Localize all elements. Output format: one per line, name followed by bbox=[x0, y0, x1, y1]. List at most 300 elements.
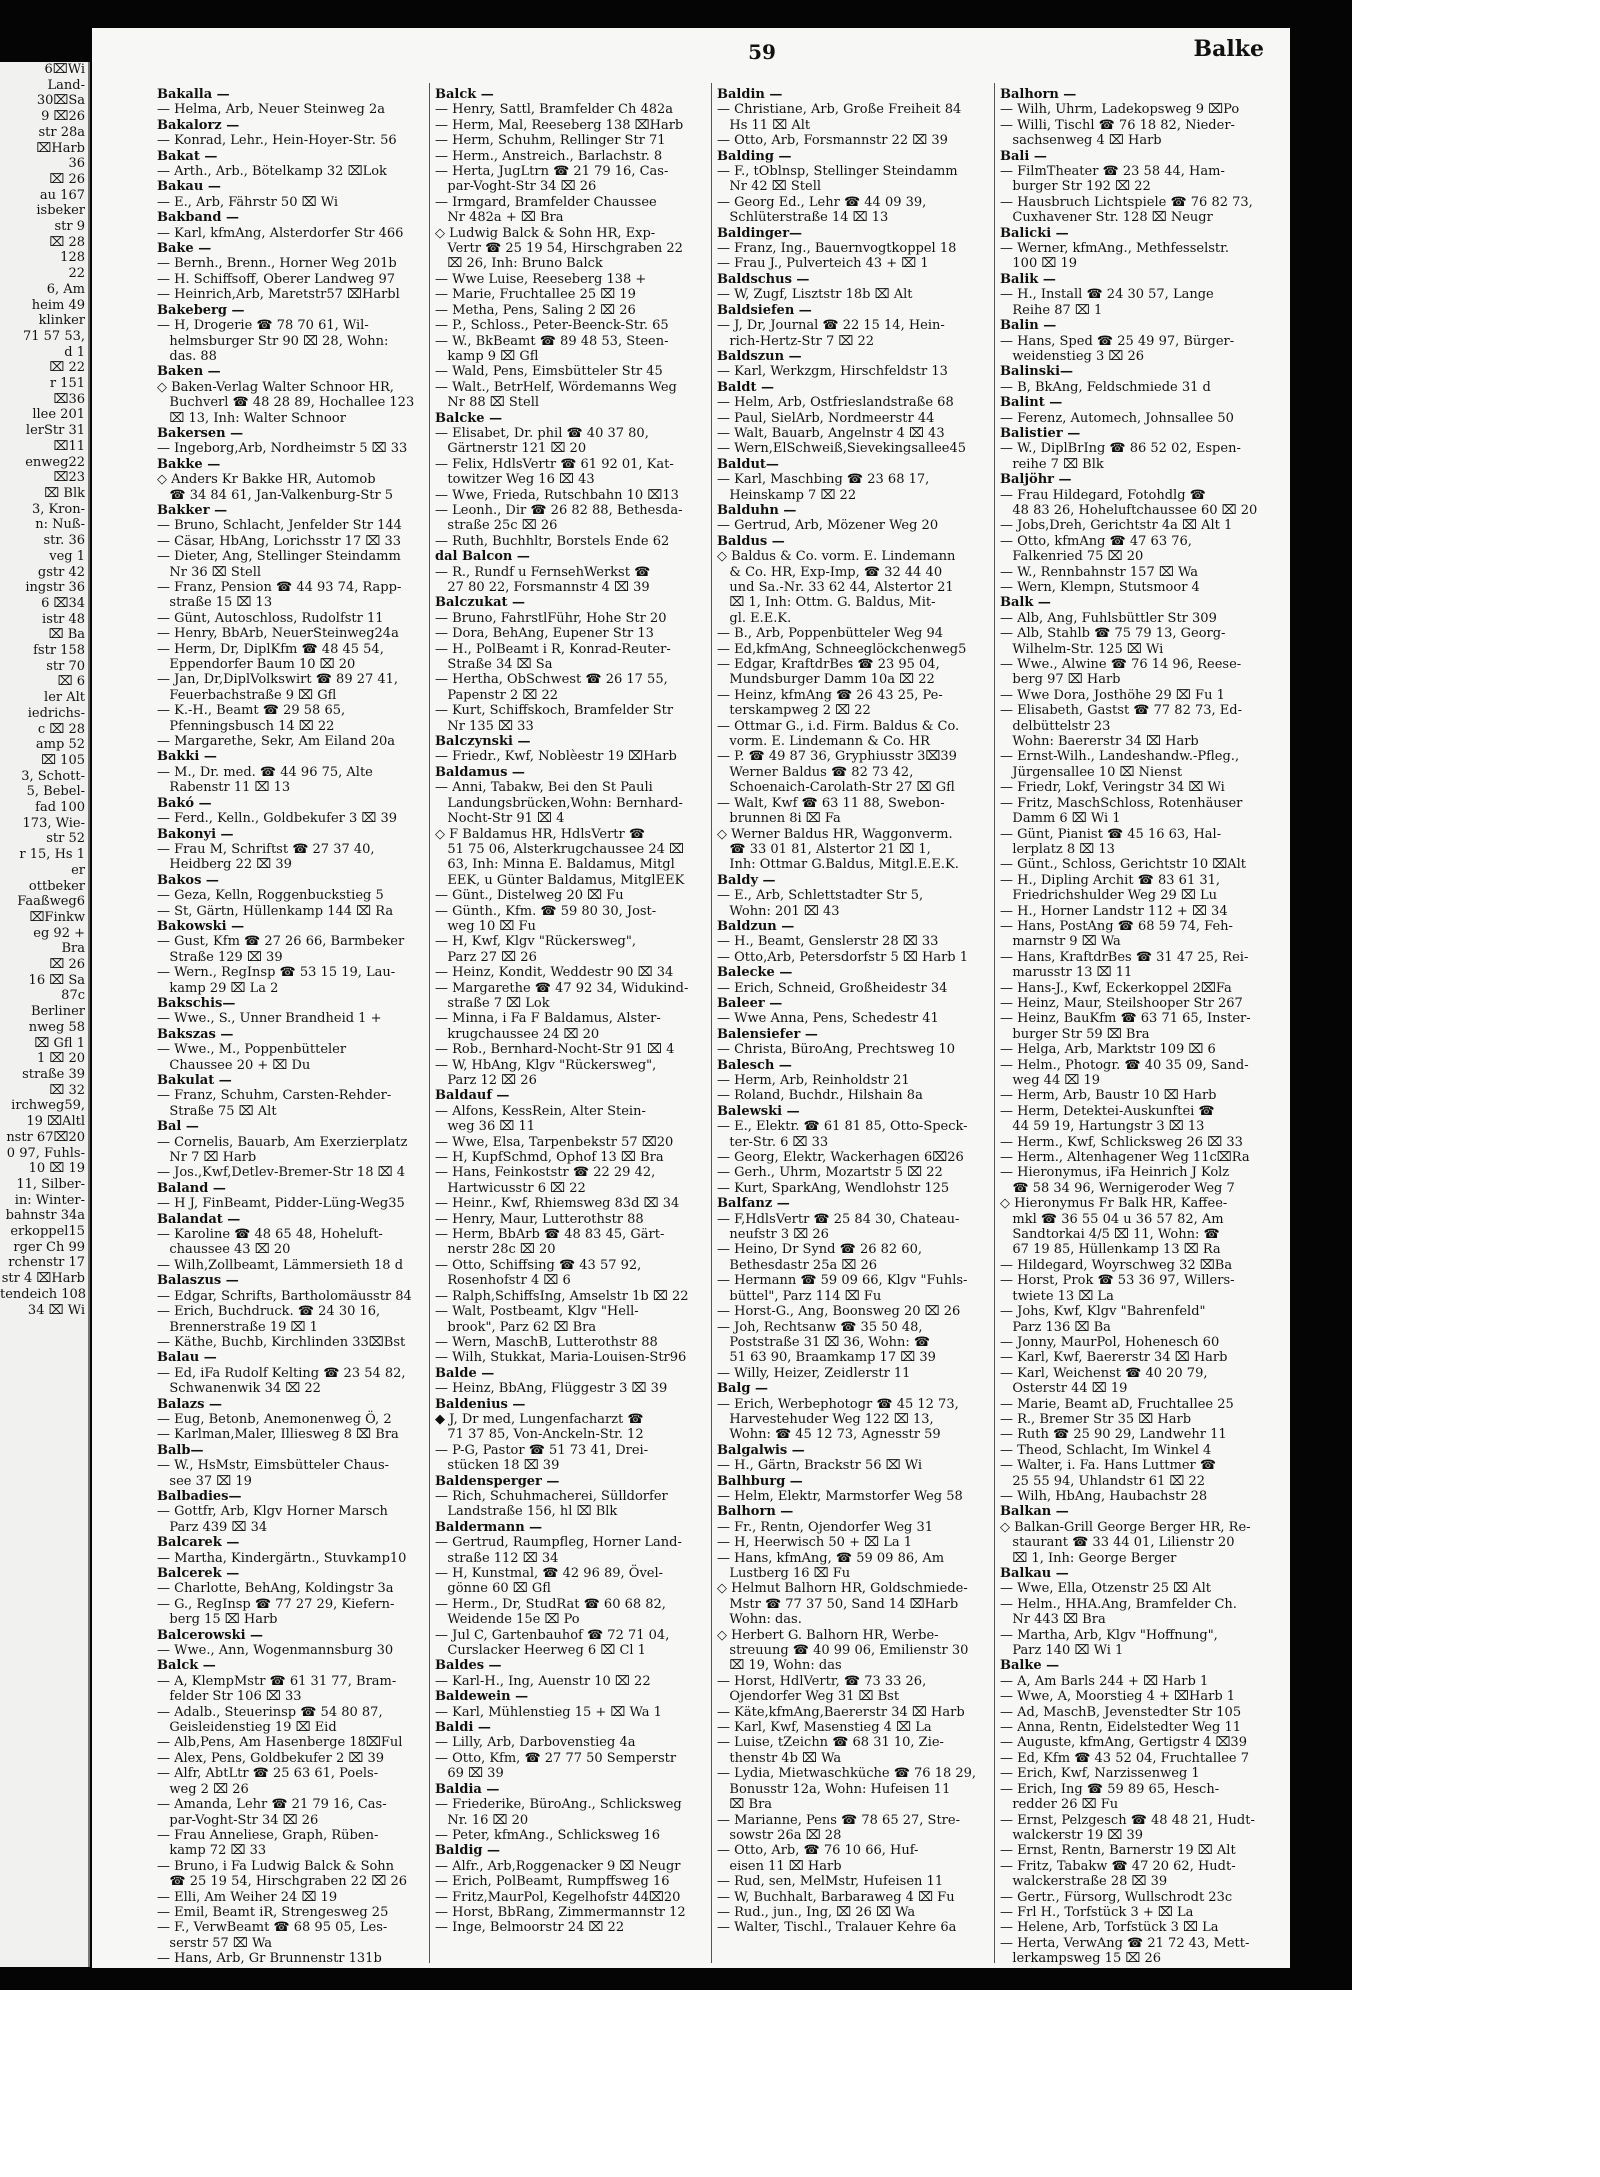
directory-entry: — Jobs,Dreh, Gerichtstr 4a ⌧ Alt 1 bbox=[1000, 518, 1233, 534]
directory-entry: — Fritz, Tabakw ☎ 47 20 62, Hudt- bbox=[1000, 1858, 1236, 1874]
directory-entry: — Cornelis, Bauarb, Am Exerzierplatz bbox=[157, 1134, 408, 1150]
directory-entry: — Herm, Detektei-Auskunftei ☎ bbox=[1000, 1103, 1215, 1119]
directory-entry: — H., PolBeamt i R, Konrad-Reuter- bbox=[435, 641, 671, 657]
directory-entry: ◇ Anders Kr Bakke HR, Automob bbox=[157, 472, 376, 488]
directory-entry: — Wilh,Zollbeamt, Lämmersieth 18 d bbox=[157, 1257, 404, 1273]
directory-entry: — R., Rundf u FernsehWerkst ☎ bbox=[435, 564, 651, 580]
surname-heading: Bakeberg — bbox=[157, 302, 245, 318]
directory-entry: 27 80 22, Forsmannstr 4 ⌧ 39 bbox=[435, 580, 650, 595]
surname-heading: Bakersen — bbox=[157, 425, 244, 441]
directory-entry: — Walt, Bauarb, Angelnstr 4 ⌧ 43 bbox=[717, 425, 945, 441]
directory-entry: — Cäsar, HbAng, Lorichsstr 17 ⌧ 33 bbox=[157, 533, 402, 549]
directory-entry: Wohn: das. bbox=[717, 1612, 802, 1628]
directory-entry: — Alb,Pens, Am Hasenberge 18⌧Ful bbox=[157, 1735, 403, 1751]
directory-entry: Landungsbrücken,Wohn: Bernhard- bbox=[435, 795, 683, 811]
left-page-fragment bbox=[0, 62, 90, 1967]
directory-entry: Rabenstr 11 ⌧ 13 bbox=[157, 780, 291, 796]
left-page-text: 5, Bebel- bbox=[26, 784, 85, 800]
directory-entry: — Joh, Rechtsanw ☎ 35 50 48, bbox=[717, 1319, 923, 1335]
directory-entry: kamp 9 ⌧ Gfl bbox=[435, 348, 539, 364]
directory-entry: — Dieter, Ang, Stellinger Steindamm bbox=[157, 549, 401, 565]
directory-entry: — Käthe, Buchb, Kirchlinden 33⌧Bst bbox=[157, 1334, 406, 1350]
surname-heading: Baldi — bbox=[435, 1720, 491, 1736]
directory-entry: — Otto,Arb, Petersdorfstr 5 ⌧ Harb 1 bbox=[717, 949, 969, 965]
surname-heading: Balensiefer — bbox=[717, 1026, 818, 1042]
directory-entry: Wilhelm-Str. 125 ⌧ Wi bbox=[1000, 641, 1164, 657]
left-page-text: 10 ⌧ 19 bbox=[28, 1161, 85, 1177]
directory-entry: — Lydia, Mietwaschküche ☎ 76 18 29, bbox=[717, 1766, 977, 1782]
directory-entry: — Frau Hildegard, Fotohdlg ☎ bbox=[1000, 487, 1206, 503]
directory-entry: — Marianne, Pens ☎ 78 65 27, Stre- bbox=[717, 1812, 960, 1828]
directory-entry: 69 ⌧ 39 bbox=[435, 1766, 504, 1782]
left-page-text: au 167 bbox=[39, 187, 85, 203]
directory-entry: — Hertha, ObSchwest ☎ 26 17 55, bbox=[435, 672, 668, 688]
directory-entry: straße 15 ⌧ 13 bbox=[157, 595, 273, 611]
directory-entry: — Christa, BüroAng, Prechtsweg 10 bbox=[717, 1042, 956, 1058]
directory-entry: — Minna, i Fa F Baldamus, Alster- bbox=[435, 1011, 661, 1027]
directory-entry: — Karoline ☎ 48 65 48, Hoheluft- bbox=[157, 1227, 383, 1243]
directory-entry: — Luise, tZeichn ☎ 68 31 10, Zie- bbox=[717, 1735, 944, 1751]
directory-entry: — Rob., Bernhard-Nocht-Str 91 ⌧ 4 bbox=[435, 1042, 675, 1058]
left-page-text: 36 bbox=[68, 156, 85, 172]
directory-entry: — W., BkBeamt ☎ 89 48 53, Steen- bbox=[435, 333, 669, 349]
directory-entry: — Herm, Mal, Reeseberg 138 ⌧Harb bbox=[435, 117, 684, 133]
directory-entry: ⌧ 19, Wohn: das bbox=[717, 1658, 842, 1674]
left-page-text: 22 bbox=[68, 266, 85, 282]
directory-entry: nerstr 28c ⌧ 20 bbox=[435, 1242, 556, 1258]
directory-entry: & Co. HR, Exp-Imp, ☎ 32 44 40 bbox=[717, 564, 943, 580]
directory-entry: — Frl H., Torfstück 3 + ⌧ La bbox=[1000, 1904, 1194, 1920]
directory-entry: brook", Parz 62 ⌧ Bra bbox=[435, 1319, 597, 1335]
left-page-text: 128 bbox=[60, 250, 85, 266]
directory-entry: — Arth., Arb., Bötelkamp 32 ⌧Lok bbox=[157, 164, 387, 180]
directory-entry: — Fritz, MaschSchloss, Rotenhäuser bbox=[1000, 795, 1243, 811]
directory-entry: — Karlman,Maler, Illiesweg 8 ⌧ Bra bbox=[157, 1427, 399, 1443]
surname-heading: Balcerowski — bbox=[157, 1627, 264, 1643]
directory-entry: — A, Am Barls 244 + ⌧ Harb 1 bbox=[1000, 1673, 1209, 1689]
left-page-text: c ⌧ 28 bbox=[37, 721, 85, 737]
left-page-text: ⌧ 26 bbox=[49, 171, 85, 187]
surname-heading: Bakos — bbox=[157, 872, 219, 888]
directory-entry: weidenstieg 3 ⌧ 26 bbox=[1000, 348, 1145, 364]
directory-entry: — Helm, Arb, Ostfrieslandstraße 68 bbox=[717, 395, 954, 411]
directory-entry: lerplatz 8 ⌧ 13 bbox=[1000, 841, 1115, 857]
left-page-text: amp 52 bbox=[35, 737, 85, 753]
left-page-text: 9 ⌧26 bbox=[41, 109, 85, 125]
directory-entry: staurant ☎ 33 44 01, Lilienstr 20 bbox=[1000, 1535, 1235, 1551]
directory-entry: — W., Rennbahnstr 157 ⌧ Wa bbox=[1000, 564, 1198, 580]
directory-entry: — Wilh, Uhrm, Ladekopsweg 9 ⌧Po bbox=[1000, 102, 1240, 118]
directory-entry: — W, HbAng, Klgv "Rückersweg", bbox=[435, 1057, 657, 1073]
directory-entry: ⌧ 1, Inh: Ottm. G. Baldus, Mit- bbox=[717, 595, 936, 611]
directory-entry: — Franz, Ing., Bauernvogtkoppel 18 bbox=[717, 241, 957, 257]
left-page-text: straße 39 bbox=[22, 1067, 85, 1082]
directory-entry: Gärtnerstr 121 ⌧ 20 bbox=[435, 441, 587, 457]
surname-heading: Baldia — bbox=[435, 1781, 500, 1797]
directory-entry: Wohn: 201 ⌧ 43 bbox=[717, 903, 840, 919]
directory-entry: — Wwe, Frieda, Rutschbahn 10 ⌧13 bbox=[435, 487, 679, 503]
directory-entry: — H., Install ☎ 24 30 57, Lange bbox=[1000, 287, 1214, 303]
left-page-text: heim 49 bbox=[31, 297, 85, 313]
directory-entry: — Wilh, HbAng, Haubachstr 28 bbox=[1000, 1488, 1208, 1504]
directory-entry: — Hans-J., Kwf, Eckerkoppel 2⌧Fa bbox=[1000, 980, 1232, 996]
directory-entry: Buchverl ☎ 48 28 89, Hochallee 123 bbox=[157, 395, 415, 411]
left-page-text: ⌧36 bbox=[53, 391, 85, 407]
directory-entry: — B, BkAng, Feldschmiede 31 d bbox=[1000, 379, 1211, 395]
directory-entry: — Alfr, AbtLtr ☎ 25 63 61, Poels- bbox=[157, 1766, 379, 1782]
directory-entry: — Wwe., S., Unner Brandheid 1 + bbox=[157, 1011, 382, 1027]
directory-entry: — P., Schloss., Peter-Beenck-Str. 65 bbox=[435, 318, 669, 334]
directory-entry: — Willi, Tischl ☎ 76 18 82, Nieder- bbox=[1000, 117, 1235, 133]
surname-heading: Balhorn — bbox=[717, 1504, 794, 1520]
directory-entry: — Wwe, Elsa, Tarpenbekstr 57 ⌧20 bbox=[435, 1134, 674, 1150]
directory-entry: — Hans, Arb, Gr Brunnenstr 131b bbox=[157, 1951, 382, 1967]
directory-entry: ◇ Ludwig Balck & Sohn HR, Exp- bbox=[435, 225, 656, 241]
directory-entry: burger Str 59 ⌧ Bra bbox=[1000, 1026, 1150, 1042]
directory-entry: — Fr., Rentn, Ojendorfer Weg 31 bbox=[717, 1519, 934, 1535]
directory-entry: — Alb, Ang, Fuhlsbüttler Str 309 bbox=[1000, 610, 1217, 626]
surname-heading: Balecke — bbox=[717, 965, 793, 981]
directory-entry: — Otto, Kfm, ☎ 27 77 50 Semperstr bbox=[435, 1750, 677, 1766]
directory-entry: Pfenningsbusch 14 ⌧ 22 bbox=[157, 718, 335, 734]
directory-entry: ter-Str. 6 ⌧ 33 bbox=[717, 1134, 829, 1150]
directory-entry: Jürgensallee 10 ⌧ Nienst bbox=[1000, 764, 1183, 780]
left-page-text: ingstr 36 bbox=[25, 580, 85, 596]
surname-heading: Balinski— bbox=[1000, 364, 1074, 380]
directory-entry: — Wwe Dora, Josthöhe 29 ⌧ Fu 1 bbox=[1000, 687, 1225, 703]
left-page-text: ⌧ 28 bbox=[49, 234, 85, 250]
directory-entry: Brennerstraße 19 ⌧ 1 bbox=[157, 1319, 318, 1335]
directory-entry: — Werner, kfmAng., Methfesselstr. bbox=[1000, 241, 1230, 257]
surname-heading: Bakau — bbox=[157, 179, 221, 195]
directory-entry: — Karl, Kwf, Masenstieg 4 ⌧ La bbox=[717, 1720, 932, 1736]
directory-entry: ◇ Helmut Balhorn HR, Goldschmiede- bbox=[717, 1581, 968, 1597]
directory-entry: Parz 439 ⌧ 34 bbox=[157, 1519, 268, 1535]
directory-entry: — Felix, HdlsVertr ☎ 61 92 01, Kat- bbox=[435, 456, 674, 472]
left-page-text: ⌧Harb bbox=[36, 140, 85, 156]
surname-heading: Bakalla — bbox=[157, 87, 230, 102]
directory-entry: — Franz, Pension ☎ 44 93 74, Rapp- bbox=[157, 580, 402, 595]
directory-entry: — Günt, Autoschloss, Rudolfstr 11 bbox=[157, 610, 384, 626]
left-page-text: istr 48 bbox=[42, 611, 85, 627]
directory-entry: — Frau M, Schriftst ☎ 27 37 40, bbox=[157, 841, 375, 857]
directory-entry: — Otto, Arb, Forsmannstr 22 ⌧ 39 bbox=[717, 133, 948, 149]
directory-entry: — Otto, Arb, ☎ 76 10 66, Huf- bbox=[717, 1843, 919, 1859]
left-page-text: 6 ⌧34 bbox=[41, 595, 85, 611]
directory-entry: weg 36 ⌧ 11 bbox=[435, 1119, 536, 1135]
directory-entry: — Günth., Kfm. ☎ 59 80 30, Jost- bbox=[435, 903, 657, 919]
directory-entry: weg 10 ⌧ Fu bbox=[435, 918, 536, 934]
left-page-text: 71 57 53, bbox=[22, 328, 85, 344]
directory-entry: — Fritz,MaurPol, Kegelhofstr 44⌧20 bbox=[435, 1889, 681, 1905]
directory-entry: Nr 482a + ⌧ Bra bbox=[435, 210, 564, 226]
left-page-text: r 15, Hs 1 bbox=[19, 847, 85, 863]
surname-heading: Baldut— bbox=[717, 456, 779, 472]
directory-entry: Curslacker Heerweg 6 ⌧ Cl 1 bbox=[435, 1643, 646, 1659]
directory-entry: — Alfr., Arb,Roggenacker 9 ⌧ Neugr bbox=[435, 1858, 681, 1874]
directory-entry: — W., DiplBrIng ☎ 86 52 02, Espen- bbox=[1000, 441, 1241, 457]
directory-entry: brunnen 8i ⌧ Fa bbox=[717, 811, 841, 827]
directory-entry: weg 44 ⌧ 19 bbox=[1000, 1073, 1101, 1088]
directory-entry: — J, Dr, Journal ☎ 22 15 14, Hein- bbox=[717, 318, 945, 334]
left-page-text: str 52 bbox=[46, 831, 85, 847]
directory-entry: walckerstraße 28 ⌧ 39 bbox=[1000, 1874, 1168, 1890]
left-page-text: 3, Schott- bbox=[21, 768, 85, 784]
directory-entry: marnstr 9 ⌧ Wa bbox=[1000, 934, 1121, 950]
directory-entry: Schwanenwik 34 ⌧ 22 bbox=[157, 1381, 321, 1397]
directory-entry: streuung ☎ 40 99 06, Emilienstr 30 bbox=[717, 1643, 969, 1659]
left-page-text: rchenstr 17 bbox=[8, 1255, 85, 1271]
left-page-text: eg 92 + bbox=[33, 925, 85, 941]
directory-entry: ⌧ 1, Inh: George Berger bbox=[1000, 1550, 1177, 1566]
directory-entry: — Gertrud, Arb, Mözener Weg 20 bbox=[717, 518, 939, 534]
left-page-text: nstr 67⌧20 bbox=[6, 1129, 85, 1145]
left-page-text: r 151 bbox=[49, 376, 85, 392]
surname-heading: Baldzun — bbox=[717, 918, 795, 934]
directory-entry: — Karl, kfmAng, Alsterdorfer Str 466 bbox=[157, 225, 404, 241]
directory-entry: marusstr 13 ⌧ 11 bbox=[1000, 965, 1133, 981]
directory-entry: par-Voght-Str 34 ⌧ 26 bbox=[157, 1812, 319, 1828]
directory-entry: — Rich, Schuhmacherei, Sülldorfer bbox=[435, 1488, 668, 1504]
directory-entry: 48 83 26, Hoheluftchaussee 60 ⌧ 20 bbox=[1000, 502, 1258, 518]
directory-entry: stücken 18 ⌧ 39 bbox=[435, 1458, 560, 1474]
directory-entry: Geisleidenstieg 19 ⌧ Eid bbox=[157, 1720, 337, 1736]
directory-entry: sowstr 26a ⌧ 28 bbox=[717, 1827, 842, 1843]
directory-entry: — Margarethe, Sekr, Am Eiland 20a bbox=[157, 734, 395, 750]
surname-heading: Balg — bbox=[717, 1381, 768, 1397]
surname-heading: Balgalwis — bbox=[717, 1442, 805, 1458]
directory-entry: — Inge, Belmoorstr 24 ⌧ 22 bbox=[435, 1920, 625, 1936]
directory-entry: — H. Schiffsoff, Oberer Landweg 97 bbox=[157, 271, 396, 287]
directory-entry: — Leonh., Dir ☎ 26 82 88, Bethesda- bbox=[435, 502, 683, 518]
surname-heading: dal Balcon — bbox=[435, 549, 530, 565]
directory-entry: Mundsburger Damm 10a ⌧ 22 bbox=[717, 672, 935, 688]
directory-entry: berg 15 ⌧ Harb bbox=[157, 1612, 278, 1628]
left-page-text: veg 1 bbox=[49, 548, 85, 564]
directory-entry: — Kurt, SparkAng, Wendlohstr 125 bbox=[717, 1180, 950, 1196]
directory-entry: Inh: Ottmar G.Baldus, Mitgl.E.E.K. bbox=[717, 857, 959, 873]
directory-entry: — Anni, Tabakw, Bei den St Pauli bbox=[435, 780, 653, 796]
directory-entry: — Helm., HHA.Ang, Bramfelder Ch. bbox=[1000, 1596, 1237, 1612]
directory-entry: towitzer Weg 16 ⌧ 43 bbox=[435, 472, 595, 488]
directory-entry: — Heinz, kfmAng ☎ 26 43 25, Pe- bbox=[717, 687, 943, 703]
surname-heading: Balcerek — bbox=[157, 1566, 240, 1581]
directory-entry: — Erich, Ing ☎ 59 89 65, Hesch- bbox=[1000, 1781, 1220, 1797]
directory-entry: — Günt, Pianist ☎ 45 16 63, Hal- bbox=[1000, 826, 1222, 842]
directory-entry: ☎ 58 34 96, Wernigeroder Weg 7 bbox=[1000, 1180, 1235, 1196]
surname-heading: Balin — bbox=[1000, 318, 1057, 334]
surname-heading: Balik — bbox=[1000, 271, 1056, 287]
surname-heading: Baldauf — bbox=[435, 1088, 510, 1104]
surname-heading: Balbadies— bbox=[157, 1488, 242, 1504]
surname-heading: Bakulat — bbox=[157, 1073, 232, 1088]
directory-entry: — Erich, Schneid, Großheidestr 34 bbox=[717, 980, 948, 996]
directory-entry: — Adalb., Steuerinsp ☎ 54 80 87, bbox=[157, 1704, 383, 1720]
directory-entry: — H, KupfSchmd, Ophof 13 ⌧ Bra bbox=[435, 1150, 664, 1166]
directory-entry: berg 97 ⌧ Harb bbox=[1000, 672, 1121, 688]
directory-entry: — Gerh., Uhrm, Mozartstr 5 ⌧ 22 bbox=[717, 1165, 943, 1181]
running-head: Balke bbox=[1193, 36, 1264, 62]
directory-entry: — Irmgard, Bramfelder Chaussee bbox=[435, 194, 657, 210]
left-page-text: nweg 58 bbox=[28, 1019, 85, 1035]
directory-entry: Osterstr 44 ⌧ 19 bbox=[1000, 1381, 1128, 1397]
directory-entry: — Herm., Anstreich., Barlachstr. 8 bbox=[435, 148, 663, 164]
directory-entry: Straße 75 ⌧ Alt bbox=[157, 1103, 277, 1119]
directory-entry: walckerstr 19 ⌧ 39 bbox=[1000, 1827, 1144, 1843]
left-page-text: 6⌧Wi bbox=[44, 62, 85, 77]
left-page-text: 30⌧Sa bbox=[36, 93, 85, 109]
directory-entry: 25 55 94, Uhlandstr 61 ⌧ 22 bbox=[1000, 1473, 1206, 1489]
surname-heading: Balczukat — bbox=[435, 595, 526, 611]
surname-heading: Baleer — bbox=[717, 995, 783, 1011]
directory-entry: — Ed,kfmAng, Schneeglöckchenweg5 bbox=[717, 641, 967, 657]
left-page-text: ⌧Finkw bbox=[29, 909, 85, 925]
surname-heading: Bakker — bbox=[157, 502, 228, 518]
directory-column-2 bbox=[435, 87, 707, 1967]
surname-heading: Balcarek — bbox=[157, 1535, 240, 1551]
directory-entry: — Wwe., Ann, Wogenmannsburg 30 bbox=[157, 1643, 394, 1659]
directory-entry: redder 26 ⌧ Fu bbox=[1000, 1797, 1119, 1813]
directory-entry: — Georg, Elektr, Wackerhagen 6⌧26 bbox=[717, 1150, 964, 1166]
surname-heading: Baldamus — bbox=[435, 764, 525, 780]
directory-entry: — Ernst, Rentn, Barnerstr 19 ⌧ Alt bbox=[1000, 1843, 1236, 1859]
directory-entry: — Henry, BbArb, NeuerSteinweg24a bbox=[157, 626, 399, 642]
left-page-text: ottbeker bbox=[28, 878, 85, 894]
directory-entry: Parz 140 ⌧ Wi 1 bbox=[1000, 1643, 1124, 1659]
directory-entry: — H., Dipling Archit ☎ 83 61 31, bbox=[1000, 872, 1221, 888]
left-page-text: 3, Kron- bbox=[31, 501, 85, 517]
left-page-text: Land- bbox=[47, 77, 85, 93]
directory-entry: — Wern, Klempn, Stutsmoor 4 bbox=[1000, 580, 1200, 595]
directory-entry: — Walter, i. Fa. Hans Luttmer ☎ bbox=[1000, 1458, 1217, 1474]
left-page-text: ⌧ 32 bbox=[49, 1082, 85, 1098]
directory-entry: — Lilly, Arb, Darbovenstieg 4a bbox=[435, 1735, 636, 1751]
directory-entry: Nr. 16 ⌧ 20 bbox=[435, 1812, 529, 1828]
surname-heading: Balb— bbox=[157, 1442, 204, 1458]
directory-entry: Sandtorkai 4/5 ⌧ 11, Wohn: ☎ bbox=[1000, 1227, 1220, 1243]
directory-entry: ◇ Hieronymus Fr Balk HR, Kaffee- bbox=[1000, 1196, 1228, 1212]
left-page-text: ⌧ Ba bbox=[48, 627, 85, 643]
directory-entry: — Wwe Anna, Pens, Schedestr 41 bbox=[717, 1011, 939, 1027]
directory-entry: — Hausbruch Lichtspiele ☎ 76 82 73, bbox=[1000, 194, 1253, 210]
directory-entry: Nr 88 ⌧ Stell bbox=[435, 395, 540, 411]
directory-entry: — M., Dr. med. ☎ 44 96 75, Alte bbox=[157, 764, 373, 780]
directory-entry: ☎ 25 19 54, Hirschgraben 22 ⌧ 26 bbox=[157, 1874, 408, 1890]
directory-entry: chaussee 43 ⌧ 20 bbox=[157, 1242, 291, 1258]
directory-entry: — Herm., Kwf, Schlicksweg 26 ⌧ 33 bbox=[1000, 1134, 1243, 1150]
surname-heading: Balck — bbox=[435, 87, 494, 102]
directory-entry: 51 75 06, Alsterkrugchaussee 24 ⌧ bbox=[435, 841, 684, 857]
left-page-text: 16 ⌧ Sa bbox=[28, 972, 85, 988]
directory-entry: — Wwe., M., Poppenbütteler bbox=[157, 1042, 347, 1058]
left-page-text: 87c bbox=[61, 988, 85, 1004]
surname-heading: Baldewein — bbox=[435, 1689, 529, 1705]
directory-entry: — Hermann ☎ 59 09 66, Klgv "Fuhls- bbox=[717, 1273, 968, 1289]
left-page-text: 6, Am bbox=[46, 281, 85, 297]
left-page-text: rger Ch 99 bbox=[13, 1239, 85, 1255]
column-rule bbox=[994, 83, 995, 1963]
directory-column-3 bbox=[717, 87, 989, 1967]
surname-heading: Baldt — bbox=[717, 379, 774, 395]
surname-heading: Balhburg — bbox=[717, 1473, 803, 1489]
directory-entry: — Paul, SielArb, Nordmeerstr 44 bbox=[717, 410, 935, 426]
directory-entry: — Peter, kfmAng., Schlicksweg 16 bbox=[435, 1827, 660, 1843]
directory-entry: — Johs, Kwf, Klgv "Bahrenfeld" bbox=[1000, 1304, 1206, 1320]
surname-heading: Balduhn — bbox=[717, 502, 797, 518]
left-page-text: er bbox=[71, 862, 85, 878]
directory-entry: — Frau Anneliese, Graph, Rüben- bbox=[157, 1827, 379, 1843]
directory-entry: — Bruno, FahrstlFühr, Hohe Str 20 bbox=[435, 610, 667, 626]
directory-entry: — Alfons, KessRein, Alter Stein- bbox=[435, 1103, 646, 1119]
directory-entry: — A, KlempMstr ☎ 61 31 77, Bram- bbox=[157, 1673, 397, 1689]
directory-entry: — Herm., Dr, StudRat ☎ 60 68 82, bbox=[435, 1596, 666, 1612]
directory-entry: Wohn: ☎ 45 12 73, Agnesstr 59 bbox=[717, 1427, 941, 1443]
directory-entry: — Helm, Elektr, Marmstorfer Weg 58 bbox=[717, 1488, 963, 1504]
surname-heading: Baldy — bbox=[717, 872, 776, 888]
directory-entry: gönne 60 ⌧ Gfl bbox=[435, 1581, 551, 1597]
surname-heading: Bakki — bbox=[157, 749, 217, 765]
surname-heading: Bakszas — bbox=[157, 1026, 234, 1042]
directory-entry: terskampweg 2 ⌧ 22 bbox=[717, 703, 871, 719]
directory-entry: Damm 6 ⌧ Wi 1 bbox=[1000, 811, 1121, 827]
directory-entry: Lustberg 16 ⌧ Fu bbox=[717, 1566, 851, 1581]
directory-entry: — Bruno, Schlacht, Jenfelder Str 144 bbox=[157, 518, 402, 534]
directory-entry: — Herm., Altenhagener Weg 11c⌧Ra bbox=[1000, 1150, 1250, 1166]
directory-entry: — Heinrich,Arb, Maretstr57 ⌧Harbl bbox=[157, 287, 400, 303]
left-page-text: 19 ⌧Altl bbox=[26, 1114, 85, 1130]
directory-entry: — Erich, Kwf, Narzissenweg 1 bbox=[1000, 1766, 1200, 1782]
directory-entry: — Willy, Heizer, Zeidlerstr 11 bbox=[717, 1365, 911, 1381]
directory-entry: — Hans, kfmAng, ☎ 59 09 86, Am bbox=[717, 1550, 945, 1566]
directory-entry: — R., Bremer Str 35 ⌧ Harb bbox=[1000, 1411, 1192, 1427]
directory-entry: — Günt., Distelweg 20 ⌧ Fu bbox=[435, 888, 624, 904]
left-page-text: llee 201 bbox=[32, 407, 85, 423]
directory-entry: — Dora, BehAng, Eupener Str 13 bbox=[435, 626, 654, 642]
directory-entry: — Ruth, Buchhltr, Borstels Ende 62 bbox=[435, 533, 670, 549]
directory-entry: — Herta, JugLtrn ☎ 21 79 16, Cas- bbox=[435, 164, 669, 180]
directory-entry: Nr 443 ⌧ Bra bbox=[1000, 1612, 1106, 1628]
directory-entry: — Heinz, BbAng, Flüggestr 3 ⌧ 39 bbox=[435, 1381, 668, 1397]
directory-entry: Harvestehuder Weg 122 ⌧ 13, bbox=[717, 1411, 934, 1427]
left-page-text: ⌧ 22 bbox=[49, 360, 85, 376]
directory-entry: — Charlotte, BehAng, Koldingstr 3a bbox=[157, 1581, 394, 1597]
directory-entry: — Wilh, Stukkat, Maria-Louisen-Str96 bbox=[435, 1350, 687, 1366]
directory-entry: — Alex, Pens, Goldbekufer 2 ⌧ 39 bbox=[157, 1750, 384, 1766]
surname-heading: Baken — bbox=[157, 364, 221, 380]
left-page-text: Berliner bbox=[30, 1004, 85, 1020]
left-page-text: str 9 bbox=[54, 219, 85, 235]
surname-heading: Balesch — bbox=[717, 1057, 792, 1073]
directory-entry: — B., Arb, Poppenbütteler Weg 94 bbox=[717, 626, 944, 642]
directory-column-1 bbox=[157, 87, 429, 1967]
surname-heading: Baldinger— bbox=[717, 225, 803, 241]
left-page-text: Faaßweg6 bbox=[17, 894, 85, 910]
directory-entry: — Elli, Am Weiher 24 ⌧ 19 bbox=[157, 1889, 338, 1905]
directory-entry: — Kurt, Schiffskoch, Bramfelder Str bbox=[435, 703, 674, 719]
directory-entry: — H J, FinBeamt, Pidder-Lüng-Weg35 bbox=[157, 1196, 405, 1212]
surname-heading: Balazs — bbox=[157, 1396, 222, 1412]
directory-entry: — Erich, PolBeamt, Rumpffsweg 16 bbox=[435, 1874, 670, 1890]
left-page-text: bahnstr 34a bbox=[5, 1208, 85, 1224]
directory-entry: Weidende 15e ⌧ Po bbox=[435, 1612, 580, 1628]
directory-entry: — Hans, Feinkoststr ☎ 22 29 42, bbox=[435, 1165, 656, 1181]
directory-entry: — Gottfr, Arb, Klgv Horner Marsch bbox=[157, 1504, 388, 1520]
directory-entry: — Käte,kfmAng,Baererstr 34 ⌧ Harb bbox=[717, 1704, 965, 1720]
directory-entry: eisen 11 ⌧ Harb bbox=[717, 1858, 842, 1874]
directory-entry: — Karl-H., Ing, Auenstr 10 ⌧ 22 bbox=[435, 1673, 651, 1689]
left-page-text: ⌧23 bbox=[53, 470, 85, 486]
surname-heading: Bakband — bbox=[157, 210, 239, 226]
